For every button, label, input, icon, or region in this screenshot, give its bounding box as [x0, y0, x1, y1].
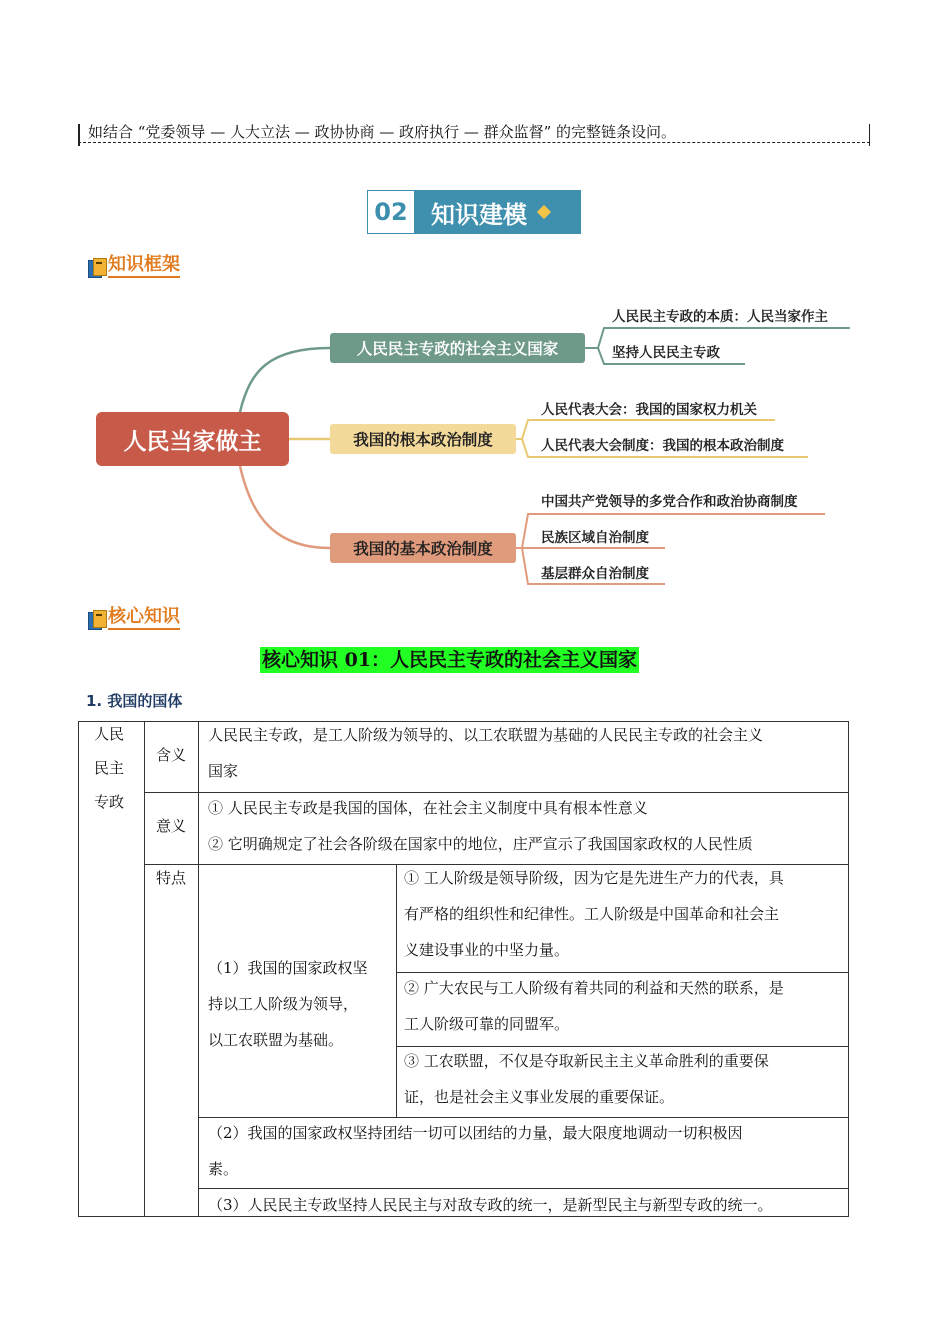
core-knowledge-title: 核心知识 01：人民民主专政的社会主义国家 — [262, 649, 638, 671]
feature-1-text: （1）我国的国家政权坚 持以工人阶级为领导， 以工农联盟为基础。 — [208, 959, 368, 1049]
mindmap-branch-1: 人民民主专政的社会主义国家 — [330, 333, 585, 363]
feature-1-point-1: ① 工人阶级是领导阶级，因为它是先进生产力的代表，具 有严格的组织性和纪律性。工人阶级是中国革命和社会主 义建设事业的中坚力量。 — [404, 869, 784, 959]
section-number: 02 — [367, 190, 415, 234]
feature-2-text: （2）我国的国家政权坚持团结一切可以团结的力量，最大限度地调动一切积极因 素。 — [208, 1124, 743, 1178]
mindmap-leaf: 基层群众自治制度 — [541, 566, 649, 582]
mindmap-root: 人民当家做主 — [96, 412, 289, 466]
significance-text: ① 人民民主专政是我国的国体，在社会主义制度中具有根本性意义 ② 它明确规定了社会各阶级在国家中的地位，庄严宣示了我国国家政权的人民性质 — [208, 799, 753, 853]
section-title-text: 知识建模 — [431, 200, 527, 229]
meaning-label: 含义 — [156, 746, 187, 764]
mindmap-leaf: 民族区域自治制度 — [541, 530, 649, 546]
mindmap-leaf: 人民民主专政的本质：人民当家作主 — [612, 309, 828, 325]
subhead-core-text: 核心知识 — [108, 606, 180, 630]
row-label: 人民 民主 专政 — [94, 725, 125, 811]
feature-1-point-2: ② 广大农民与工人阶级有着共同的利益和天然的联系，是 工人阶级可靠的同盟军。 — [404, 979, 784, 1033]
mindmap-leaf: 中国共产党领导的多党合作和政治协商制度 — [541, 494, 798, 510]
mindmap-leaf: 坚持人民民主专政 — [612, 345, 720, 361]
mindmap-branch-3: 我国的基本政治制度 — [330, 533, 516, 563]
significance-label: 意义 — [156, 817, 187, 835]
mindmap-leaf: 人民代表大会制度：我国的根本政治制度 — [541, 438, 784, 454]
mindmap-branch-2: 我国的根本政治制度 — [330, 424, 516, 454]
meaning-text: 人民民主专政，是工人阶级为领导的、以工农联盟为基础的人民民主专政的社会主义 国家 — [208, 726, 764, 780]
subsection-title: 1. 我国的国体 — [86, 692, 183, 710]
top-note-text: 如结合 “党委领导 — 人大立法 — 政协协商 — 政府执行 — 群众监督” 的完整链条设问。 — [88, 123, 677, 141]
subhead-framework-text: 知识框架 — [108, 254, 180, 278]
mindmap-leaf: 人民代表大会：我国的国家权力机关 — [541, 402, 757, 418]
feature-3-text: （3）人民民主专政坚持人民民主与对敌专政的统一，是新型民主与新型专政的统一。 — [208, 1196, 773, 1214]
features-label: 特点 — [156, 869, 187, 887]
feature-1-point-3: ③ 工农联盟，不仅是夺取新民主主义革命胜利的重要保 证，也是社会主义事业发展的重要保证。 — [404, 1052, 769, 1106]
